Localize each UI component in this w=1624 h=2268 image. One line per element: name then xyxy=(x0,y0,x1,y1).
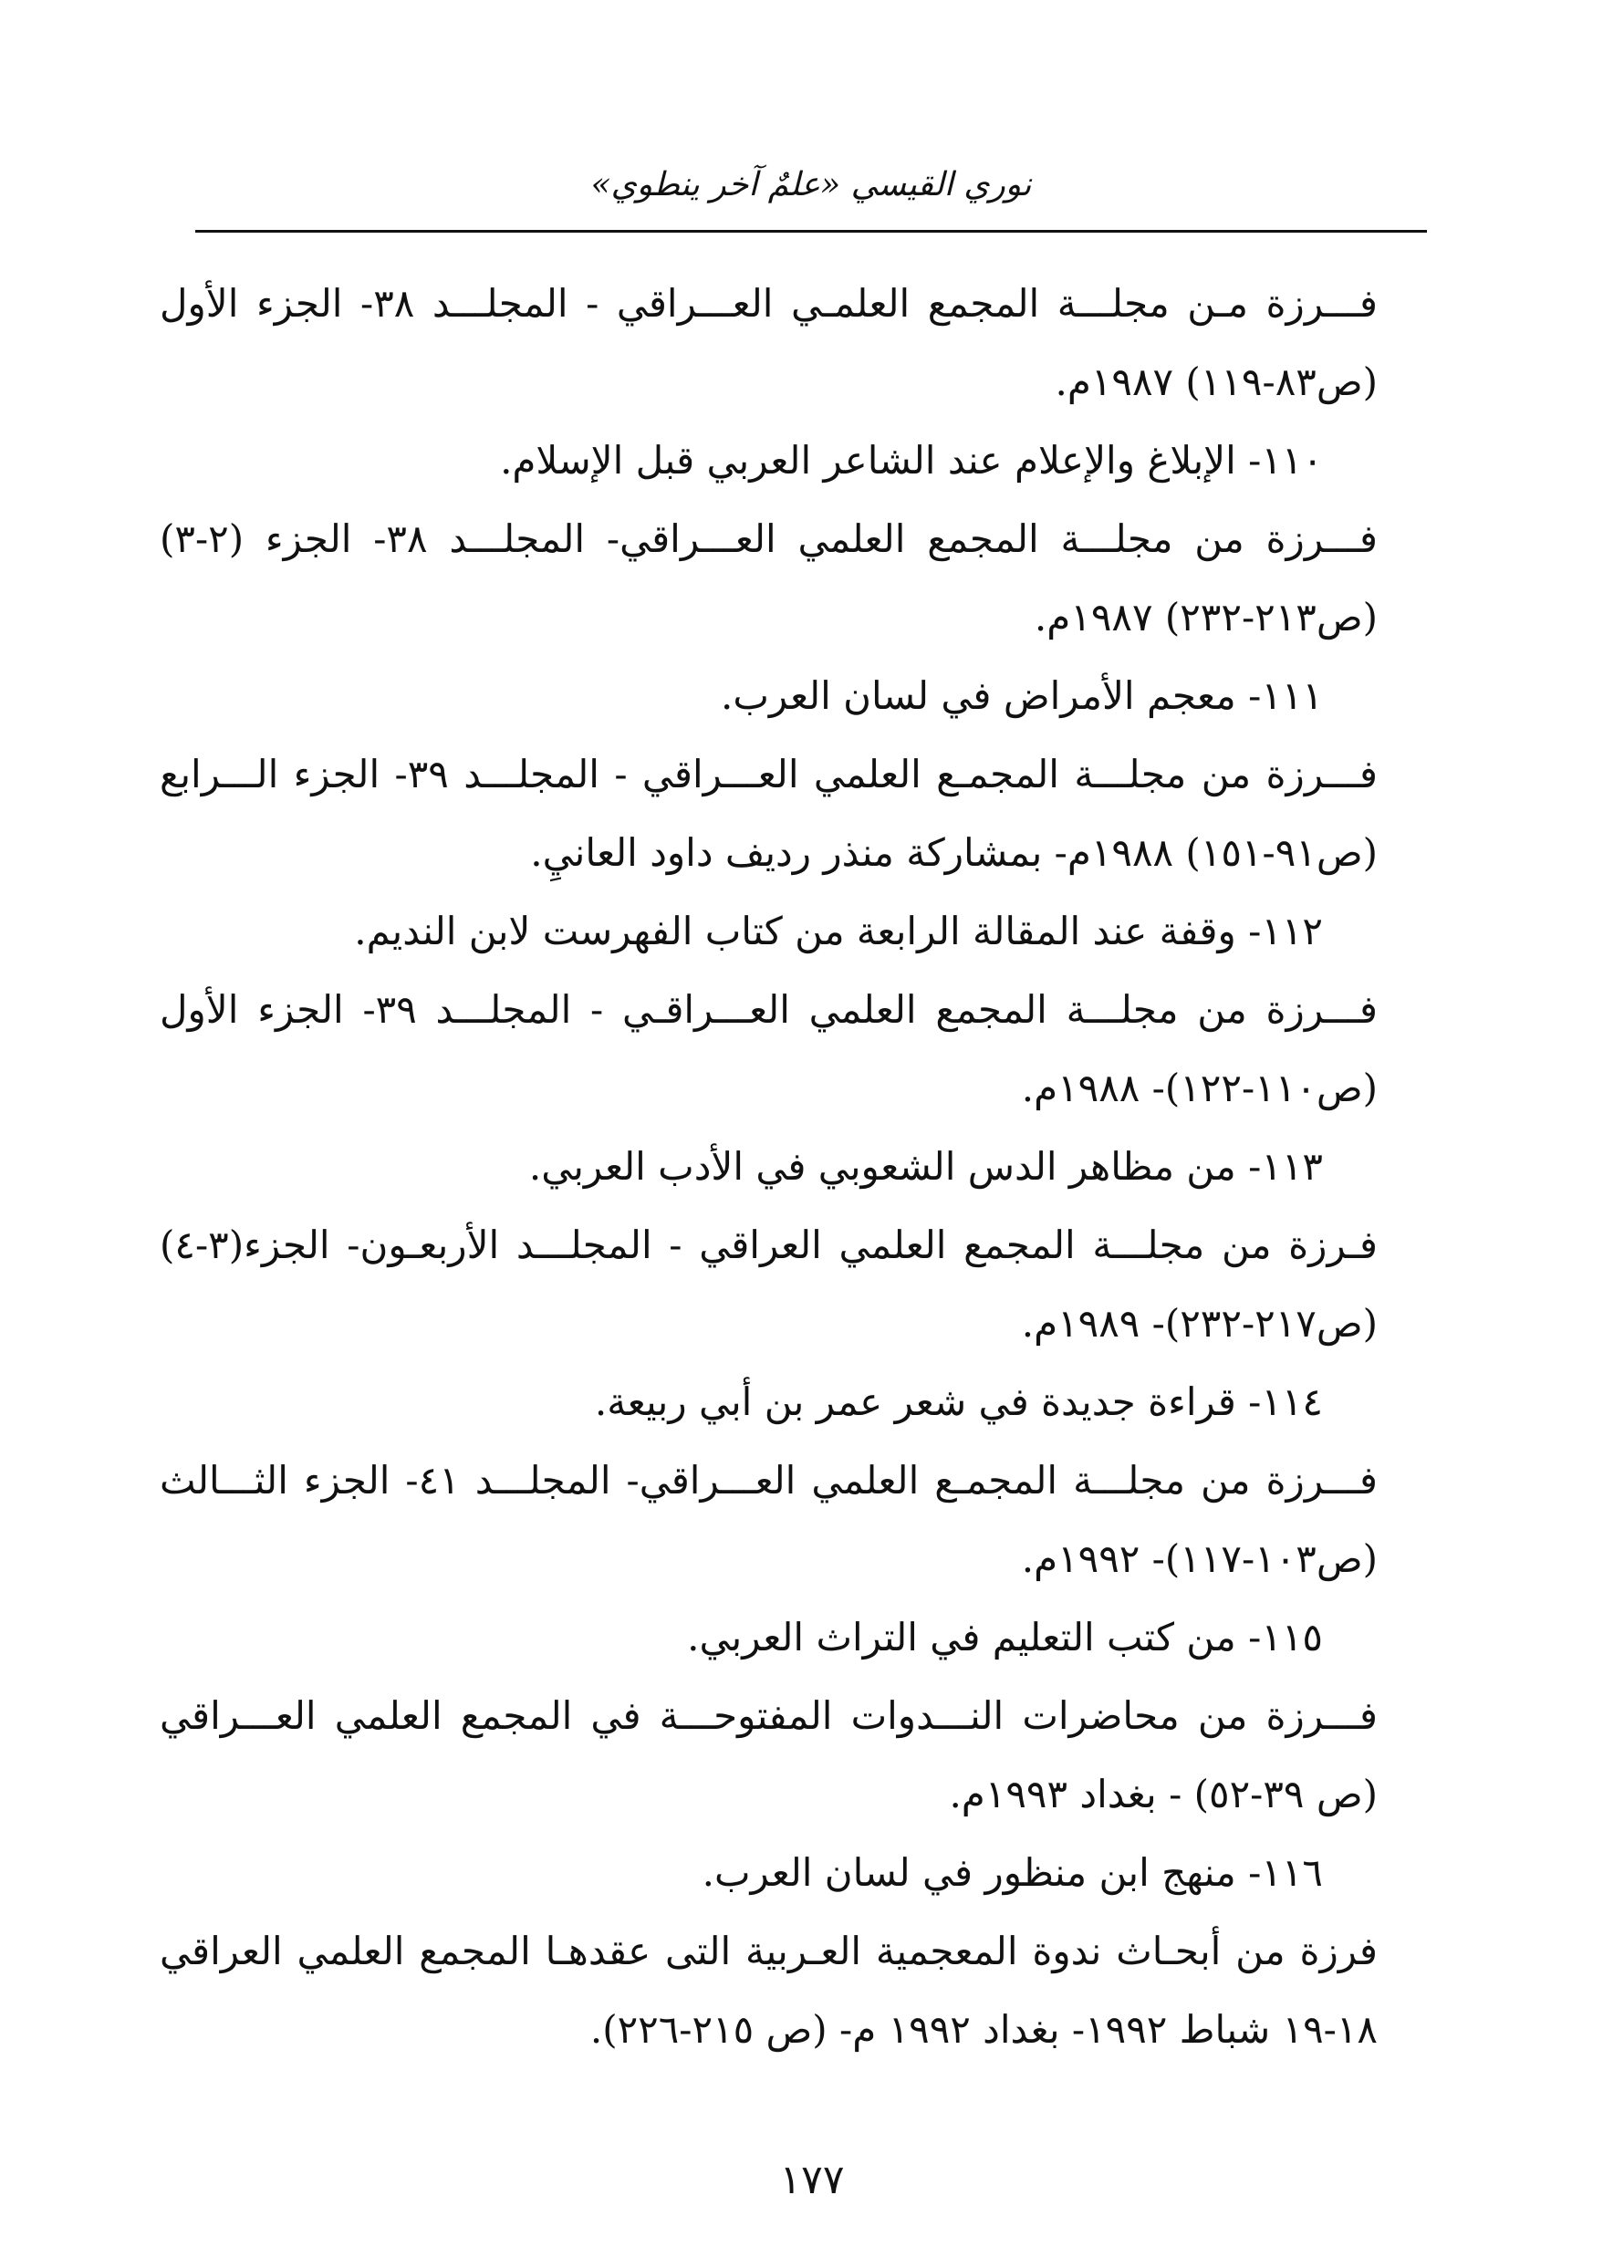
entry-source: فـــرزة مـن مجلـــة المجمع العلمـي العـــراقي - المجلـــد ٣٨- الجزء الأول (ص٨٣-١١٩) ١٩٨٧م. xyxy=(160,281,1378,404)
entry-title: ١١١- معجم الأمراض في لسان العرب. xyxy=(721,673,1323,718)
header-rule xyxy=(195,230,1427,233)
entry-source: فـــرزة من مجلـــة المجمـع العلمي العـــراقي- المجلـــد ٤١- الجزء الثـــالث (ص١٠٣-١١٧)- ١٩٩٢م. xyxy=(160,1458,1379,1581)
running-header: نوري القيسي «علمٌ آخر ينطوي» xyxy=(590,166,1032,203)
bibliography-entry xyxy=(160,1598,1378,1834)
entry-source: فـــرزة من مجلـــة المجمـع العلمي العـــراقي - المجلـــد ٣٩- الجزء الـــرابع (ص٩١-١٥١) ١٩٨٨م- بمشاركة منذر رديف داود العانيِ. xyxy=(160,752,1378,875)
bibliography-entry xyxy=(160,265,1378,421)
bibliography-list xyxy=(160,265,1378,2069)
bibliography-entry xyxy=(160,1834,1378,2069)
entry-source: فـــرزة من مجلـــة المجمع العلمي العـــراقي- المجلـــد ٣٨- الجزء (٢-٣) (ص٢١٣-٢٣٢) ١٩٨٧م. xyxy=(160,516,1378,640)
entry-title: ١١٠- الإبلاغ والإعلام عند الشاعر العربي قبل الإسلام. xyxy=(500,438,1323,483)
page-number: ١٧٧ xyxy=(779,2157,845,2203)
bibliography-entry xyxy=(160,1363,1378,1598)
bibliography-entry xyxy=(160,892,1378,1128)
entry-source: فـــرزة من محاضرات النـــدوات المفتوحـــة في المجمع العلمي العـــراقي (ص ٣٩-٥٢) - بغداد ١٩٩٣م. xyxy=(160,1693,1378,1816)
bibliography-entry xyxy=(160,657,1378,892)
entry-source: فـــرزة من مجلـــة المجمع العلمي العـــراقـي - المجلـــد ٣٩- الجزء الأول (ص١١٠-١٢٢)- ١٩٨٨م. xyxy=(160,987,1379,1110)
bibliography-entry xyxy=(160,1128,1378,1363)
entry-title: ١١٣- من مظاهر الدس الشعوبي في الأدب العربي. xyxy=(528,1144,1323,1189)
entry-title: ١١٥- من كتب التعليم في التراث العربي. xyxy=(687,1615,1323,1659)
entry-title: ١١٢- وقفة عند المقالة الرابعة من كتاب الفهرست لابن النديم. xyxy=(354,909,1323,953)
entry-source: فرزة من أبحـاث ندوة المعجمية العـربية التى عقدهـا المجمع العلمي العراقي ١٨-١٩ شباط ١٩٩٢- بغداد ١٩٩٢ م- (ص ٢١٥-٢٢٦). xyxy=(160,1929,1378,2052)
entry-title: ١١٦- منهج ابن منظور في لسان العرب. xyxy=(702,1850,1323,1895)
entry-source: فـرزة من مجلـــة المجمع العلمي العراقي - المجلـــد الأربعـون- الجزء(٣-٤) (ص٢١٧-٢٣٢)- ١٩٨٩م. xyxy=(160,1222,1378,1346)
entry-title: ١١٤- قراءة جديدة في شعر عمر بن أبي ربيعة. xyxy=(594,1379,1323,1424)
bibliography-entry xyxy=(160,421,1378,657)
